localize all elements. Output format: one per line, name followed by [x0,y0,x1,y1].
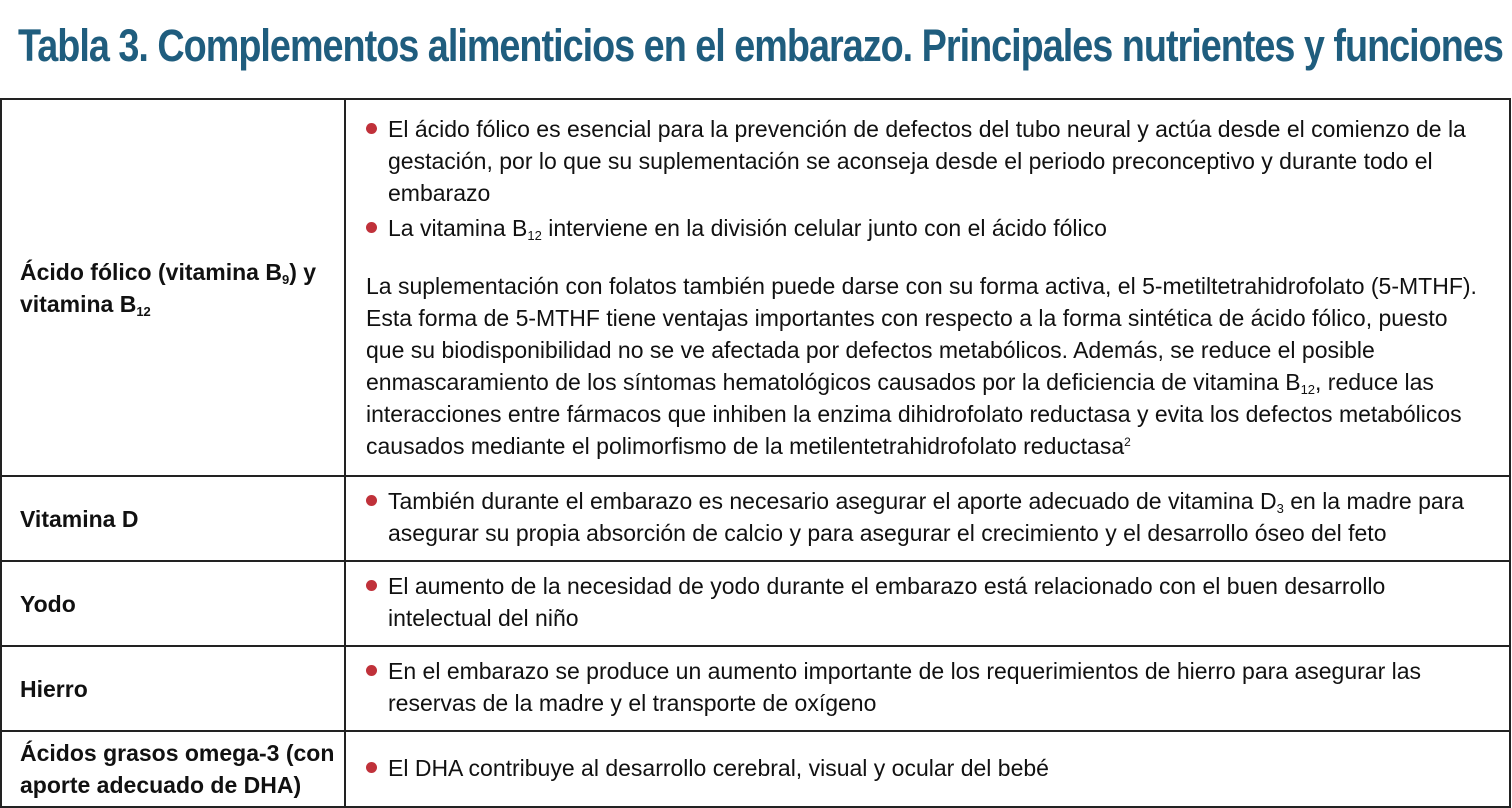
subscript: 3 [1276,501,1284,516]
bullet-item [366,485,1487,549]
nutrient-label: Ácidos grasos omega-3 (con aporte adecuado de DHA) [1,731,345,807]
bullet-item [366,113,1487,209]
bullet-text: En el embarazo se produce un aumento importante de los requerimientos de hierro para asegurar las reservas de la madre y el transporte de oxígeno [388,658,1422,716]
subscript: 12 [1300,382,1316,397]
nutrient-description [345,731,1510,807]
bullet-text: en la madre para asegurar su propia absorción de calcio y para asegurar el crecimiento y el desarrollo óseo del feto [388,488,1465,546]
bullet-text: El aumento de la necesidad de yodo durante el embarazo está relacionado con el buen desarrollo intelectual del niño [388,573,1386,631]
label-text: Ácido fólico (vitamina B [20,258,282,285]
nutrient-description [345,646,1510,731]
bullet-item [366,570,1487,634]
bullet-list [366,752,1487,784]
subscript: 9 [281,271,290,287]
table-row [1,646,1510,731]
nutrient-label: Yodo [1,561,345,646]
label-text: ) y vitamina B [20,258,317,317]
bullet-text: El DHA contribuye al desarrollo cerebral, visual y ocular del bebé [388,754,1049,781]
bullet-text: El ácido fólico es esencial para la prevención de defectos del tubo neural y actúa desde el comienzo de la gestación, por lo que su suplementación se aconseja desde el periodo preconceptivo y durante todo el embarazo [388,116,1466,206]
paragraph-text: , reduce las interacciones entre fármacos que inhiben la enzima dihidrofolato reductasa y evita los defectos metabólicos causados mediante el polimorfismo de la metilentetrahidrofolato reductasa [366,369,1462,459]
nutrient-label: Vitamina D [1,476,345,561]
folate-paragraph [366,270,1487,462]
subscript: 12 [527,228,542,243]
bullet-list [366,485,1487,549]
nutrient-description [345,476,1510,561]
bullet-text: interviene en la división celular junto con el ácido fólico [541,215,1107,241]
table-row [1,561,1510,646]
table-row [1,99,1510,476]
bullet-item [366,752,1487,784]
table-row [1,731,1510,807]
reference-superscript: 2 [1124,435,1131,449]
table-title: Tabla 3. Complementos alimenticios en el embarazo. Principales nutrientes y funciones [18,20,1503,71]
bullet-item [366,655,1487,719]
nutrients-table [0,98,1511,808]
bullet-item [366,212,1487,244]
bullet-text: La vitamina B [388,215,528,241]
nutrient-label [1,99,345,476]
bullet-list [366,113,1487,244]
nutrient-label: Hierro [1,646,345,731]
bullet-text: También durante el embarazo es necesario asegurar el aporte adecuado de vitamina D [388,488,1277,514]
table-row [1,476,1510,561]
nutrient-description [345,99,1510,476]
nutrient-description [345,561,1510,646]
paragraph-text: La suplementación con folatos también puede darse con su forma activa, el 5-metiltetrahidrofolato (5-MTHF). Esta forma de 5-MTHF tiene ventajas importantes con respecto a la forma sintética de ácido fólico, puesto que su biodisponibilidad no se ve afectada por defectos metabólicos. Además, se reduce el posible enmascaramiento de los síntomas hematológicos causados por la deficiencia de vitamina B [366,273,1477,395]
subscript: 12 [136,303,151,319]
bullet-list [366,570,1487,634]
bullet-list [366,655,1487,719]
